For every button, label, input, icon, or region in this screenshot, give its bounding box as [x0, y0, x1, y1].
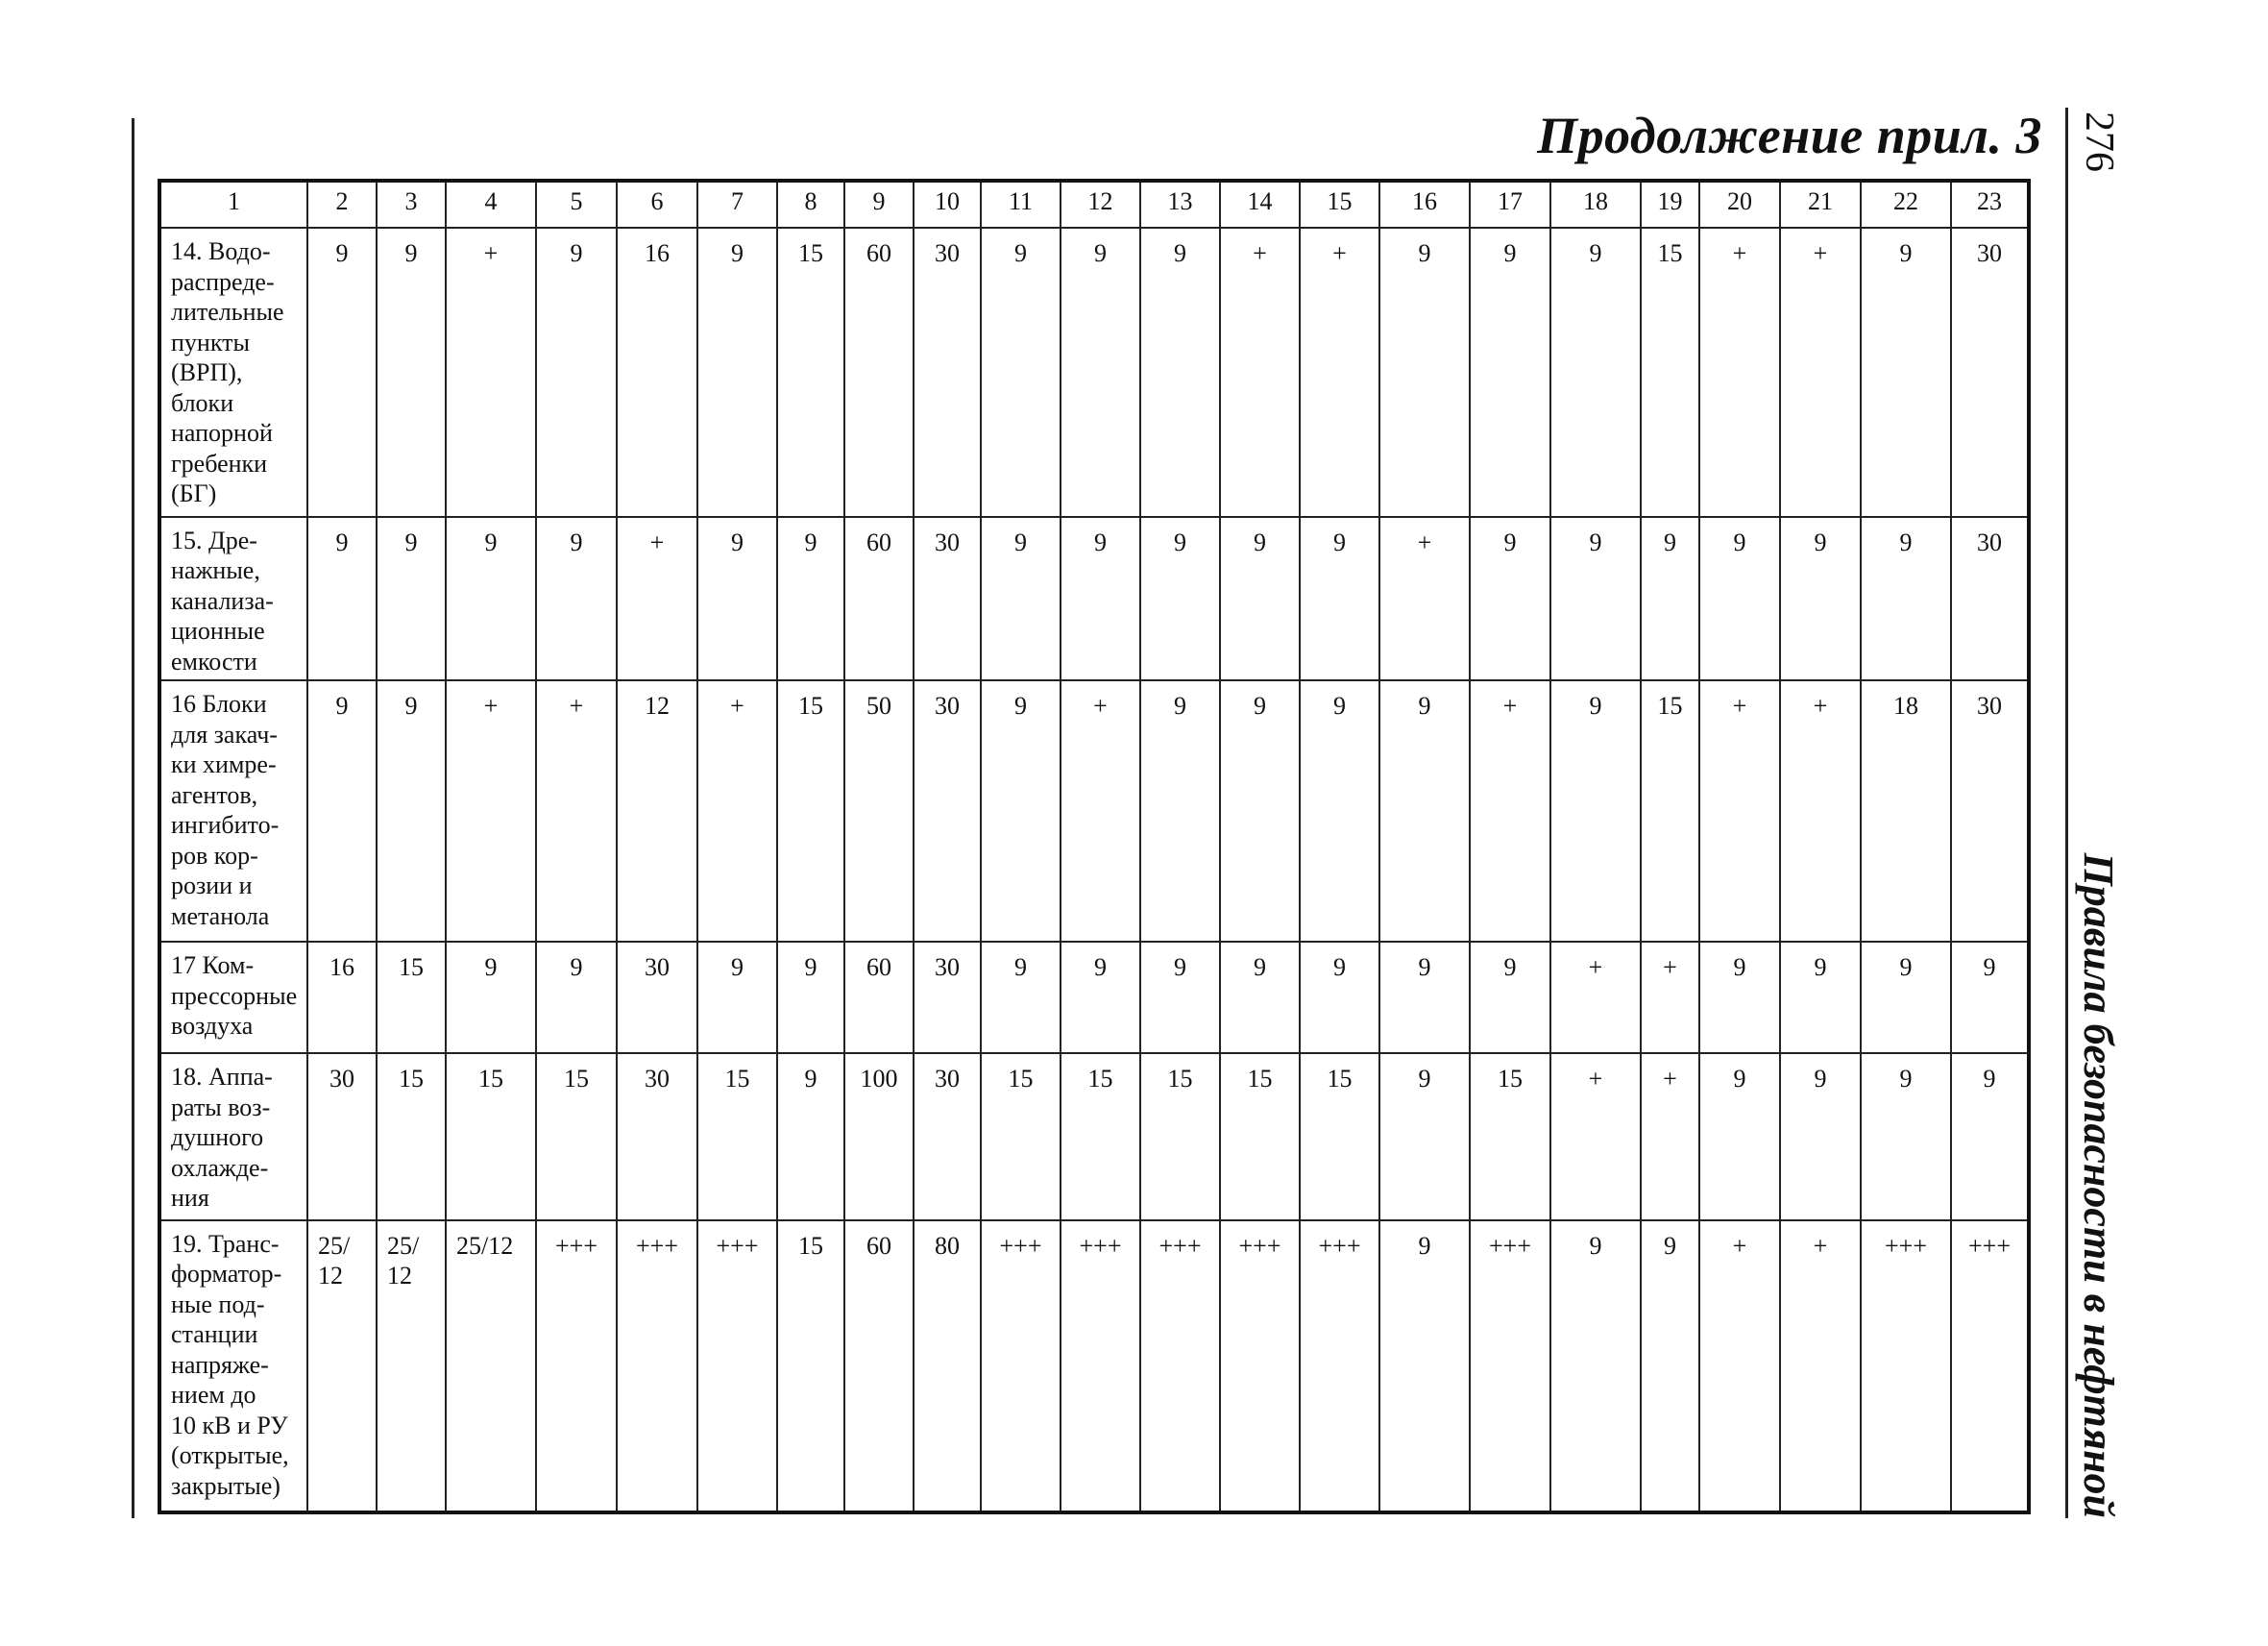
table-cell: 9: [1699, 517, 1780, 680]
column-number-1: 1: [159, 181, 307, 228]
table-cell: 9: [377, 228, 446, 516]
table-cell: 9: [1379, 942, 1470, 1053]
table-cell: 9: [1140, 228, 1220, 516]
column-number-15: 15: [1300, 181, 1379, 228]
table-cell: 9: [981, 228, 1061, 516]
table-cell: +: [536, 680, 617, 942]
column-number-17: 17: [1470, 181, 1550, 228]
table-cell: 25/ 12: [307, 1220, 377, 1512]
row-label: 19. Транс- форматор- ные под- станции напряже- нием до 10 кВ и РУ (открытые, закрытые): [159, 1220, 307, 1512]
column-number-13: 13: [1140, 181, 1220, 228]
table-cell: 9: [1470, 517, 1550, 680]
table-cell: +: [1470, 680, 1550, 942]
table-cell: 30: [1951, 517, 2029, 680]
column-number-12: 12: [1061, 181, 1140, 228]
table-cell: 60: [844, 517, 914, 680]
table-cell: 15: [377, 942, 446, 1053]
running-title: Правила безопасности в нефтяной: [2075, 852, 2123, 1518]
table-cell: 9: [1951, 942, 2029, 1053]
table-cell: 9: [1220, 517, 1300, 680]
column-number-23: 23: [1951, 181, 2029, 228]
table-cell: +++: [1220, 1220, 1300, 1512]
table-cell: 9: [1379, 1220, 1470, 1512]
column-number-16: 16: [1379, 181, 1470, 228]
table-cell: 25/12: [446, 1220, 536, 1512]
table-cell: +: [1550, 942, 1641, 1053]
table-cell: +++: [1861, 1220, 1951, 1512]
row-label: 15. Дре- нажные, канализа- ционные емкости: [159, 517, 307, 680]
column-number-9: 9: [844, 181, 914, 228]
table-cell: 9: [307, 228, 377, 516]
table-cell: 9: [1550, 228, 1641, 516]
table-cell: 60: [844, 1220, 914, 1512]
table-cell: +++: [981, 1220, 1061, 1512]
column-number-4: 4: [446, 181, 536, 228]
table-cell: 9: [1379, 1053, 1470, 1219]
table-cell: 15: [1641, 228, 1699, 516]
page-heading: Продолжение прил. 3: [1537, 107, 2042, 164]
table-cell: 50: [844, 680, 914, 942]
table-cell: +: [1699, 1220, 1780, 1512]
table-cell: 15: [1470, 1053, 1550, 1219]
table-cell: 9: [1699, 942, 1780, 1053]
table-cell: 9: [1861, 517, 1951, 680]
table-cell: 15: [777, 228, 844, 516]
table-cell: 30: [914, 680, 981, 942]
table-cell: 9: [1470, 942, 1550, 1053]
table-cell: 9: [536, 517, 617, 680]
row-label: 16 Блоки для закач- ки химре- агентов, ингибито- ров кор- розии и метанола: [159, 680, 307, 942]
table-cell: 15: [1140, 1053, 1220, 1219]
table-cell: 60: [844, 942, 914, 1053]
column-number-3: 3: [377, 181, 446, 228]
table-cell: 9: [1641, 1220, 1699, 1512]
table-cell: 30: [1951, 680, 2029, 942]
table-cell: 15: [377, 1053, 446, 1219]
header-row: [159, 181, 2029, 228]
table-cell: 9: [1220, 680, 1300, 942]
column-number-2: 2: [307, 181, 377, 228]
table-row: [159, 1053, 2029, 1219]
table-cell: 30: [914, 942, 981, 1053]
table-cell: 9: [307, 680, 377, 942]
table-cell: 9: [1951, 1053, 2029, 1219]
table-cell: 9: [377, 680, 446, 942]
column-number-6: 6: [617, 181, 697, 228]
table-cell: 30: [617, 1053, 697, 1219]
table-cell: +: [1699, 680, 1780, 942]
table-cell: 9: [446, 517, 536, 680]
table-cell: +: [1379, 517, 1470, 680]
table-cell: +++: [536, 1220, 617, 1512]
table-cell: +++: [1951, 1220, 2029, 1512]
table-cell: 9: [697, 228, 777, 516]
column-number-18: 18: [1550, 181, 1641, 228]
table-cell: 15: [1220, 1053, 1300, 1219]
table-cell: 30: [914, 228, 981, 516]
table-cell: 9: [1140, 680, 1220, 942]
table-cell: 9: [1861, 228, 1951, 516]
table-cell: 9: [1220, 942, 1300, 1053]
table-cell: 9: [1550, 680, 1641, 942]
table-cell: 30: [307, 1053, 377, 1219]
table-cell: 15: [697, 1053, 777, 1219]
table-cell: 15: [1061, 1053, 1140, 1219]
table-cell: +: [446, 680, 536, 942]
table-cell: 9: [777, 1053, 844, 1219]
table-cell: 9: [1861, 942, 1951, 1053]
table-cell: 25/ 12: [377, 1220, 446, 1512]
table-cell: 9: [1641, 517, 1699, 680]
column-number-5: 5: [536, 181, 617, 228]
left-margin-rule: [132, 118, 134, 1518]
column-number-22: 22: [1861, 181, 1951, 228]
table-cell: 15: [777, 680, 844, 942]
table-cell: +: [1220, 228, 1300, 516]
table-cell: 9: [981, 517, 1061, 680]
table-row: [159, 680, 2029, 942]
distance-table: [158, 179, 2031, 1514]
table-cell: 9: [697, 517, 777, 680]
table-cell: +++: [1300, 1220, 1379, 1512]
table-cell: 9: [377, 517, 446, 680]
table-cell: 16: [617, 228, 697, 516]
table-cell: +: [1699, 228, 1780, 516]
table-cell: 30: [1951, 228, 2029, 516]
row-label: 18. Аппа- раты воз- душного охлажде- ния: [159, 1053, 307, 1219]
table-cell: +: [697, 680, 777, 942]
table-cell: +: [617, 517, 697, 680]
table-cell: 9: [1780, 942, 1861, 1053]
column-number-7: 7: [697, 181, 777, 228]
column-number-20: 20: [1699, 181, 1780, 228]
column-number-10: 10: [914, 181, 981, 228]
right-margin-rule: [2065, 108, 2068, 1518]
table-cell: 9: [1861, 1053, 1951, 1219]
table-row: [159, 942, 2029, 1053]
table-cell: 80: [914, 1220, 981, 1512]
table-cell: 9: [536, 228, 617, 516]
table-cell: 15: [446, 1053, 536, 1219]
table-cell: 30: [617, 942, 697, 1053]
table-cell: 9: [1550, 517, 1641, 680]
column-number-8: 8: [777, 181, 844, 228]
table-cell: 9: [1780, 517, 1861, 680]
table-cell: +: [1550, 1053, 1641, 1219]
table-cell: 15: [777, 1220, 844, 1512]
table-cell: +: [1780, 1220, 1861, 1512]
table-cell: 9: [1379, 680, 1470, 942]
table-cell: 18: [1861, 680, 1951, 942]
table-row: [159, 228, 2029, 516]
table-cell: +++: [697, 1220, 777, 1512]
table-cell: 9: [1300, 517, 1379, 680]
table-cell: +: [1300, 228, 1379, 516]
table-cell: 9: [981, 680, 1061, 942]
table-cell: +: [1780, 680, 1861, 942]
column-number-14: 14: [1220, 181, 1300, 228]
column-number-21: 21: [1780, 181, 1861, 228]
table-cell: 9: [536, 942, 617, 1053]
table-cell: 9: [697, 942, 777, 1053]
row-label: 14. Водо- распреде- лительные пункты (ВРП), блоки напорной гребенки (БГ): [159, 228, 307, 516]
table-cell: 9: [1061, 517, 1140, 680]
table-cell: 9: [446, 942, 536, 1053]
table-cell: +: [1780, 228, 1861, 516]
table-cell: 60: [844, 228, 914, 516]
table-cell: 9: [307, 517, 377, 680]
table-cell: 9: [777, 942, 844, 1053]
running-header: [2072, 108, 2126, 1518]
table-cell: 9: [1699, 1053, 1780, 1219]
table-cell: +: [1061, 680, 1140, 942]
table-cell: +++: [1061, 1220, 1140, 1512]
row-label: 17 Ком- прессорные воздуха: [159, 942, 307, 1053]
table-cell: +++: [1140, 1220, 1220, 1512]
table-row: [159, 1220, 2029, 1512]
table-cell: 15: [1300, 1053, 1379, 1219]
table-cell: 9: [1780, 1053, 1861, 1219]
table-cell: 9: [777, 517, 844, 680]
table-cell: +: [1641, 1053, 1699, 1219]
table-cell: 30: [914, 517, 981, 680]
table-cell: 15: [1641, 680, 1699, 942]
table-cell: 9: [1379, 228, 1470, 516]
table-cell: 16: [307, 942, 377, 1053]
column-number-19: 19: [1641, 181, 1699, 228]
table-cell: 12: [617, 680, 697, 942]
table-cell: 9: [1300, 942, 1379, 1053]
table-cell: 9: [1470, 228, 1550, 516]
table-cell: 15: [536, 1053, 617, 1219]
table-cell: 9: [981, 942, 1061, 1053]
table-row: [159, 517, 2029, 680]
table-cell: +++: [617, 1220, 697, 1512]
table-cell: +++: [1470, 1220, 1550, 1512]
table-cell: 9: [1140, 517, 1220, 680]
table-cell: 9: [1300, 680, 1379, 942]
table-cell: 9: [1061, 942, 1140, 1053]
table-cell: 9: [1140, 942, 1220, 1053]
table-cell: 15: [981, 1053, 1061, 1219]
table-cell: 100: [844, 1053, 914, 1219]
table-cell: +: [446, 228, 536, 516]
table-cell: 30: [914, 1053, 981, 1219]
table-cell: 9: [1061, 228, 1140, 516]
page-number: 276: [2077, 111, 2121, 172]
table-cell: 9: [1550, 1220, 1641, 1512]
table-cell: +: [1641, 942, 1699, 1053]
column-number-11: 11: [981, 181, 1061, 228]
